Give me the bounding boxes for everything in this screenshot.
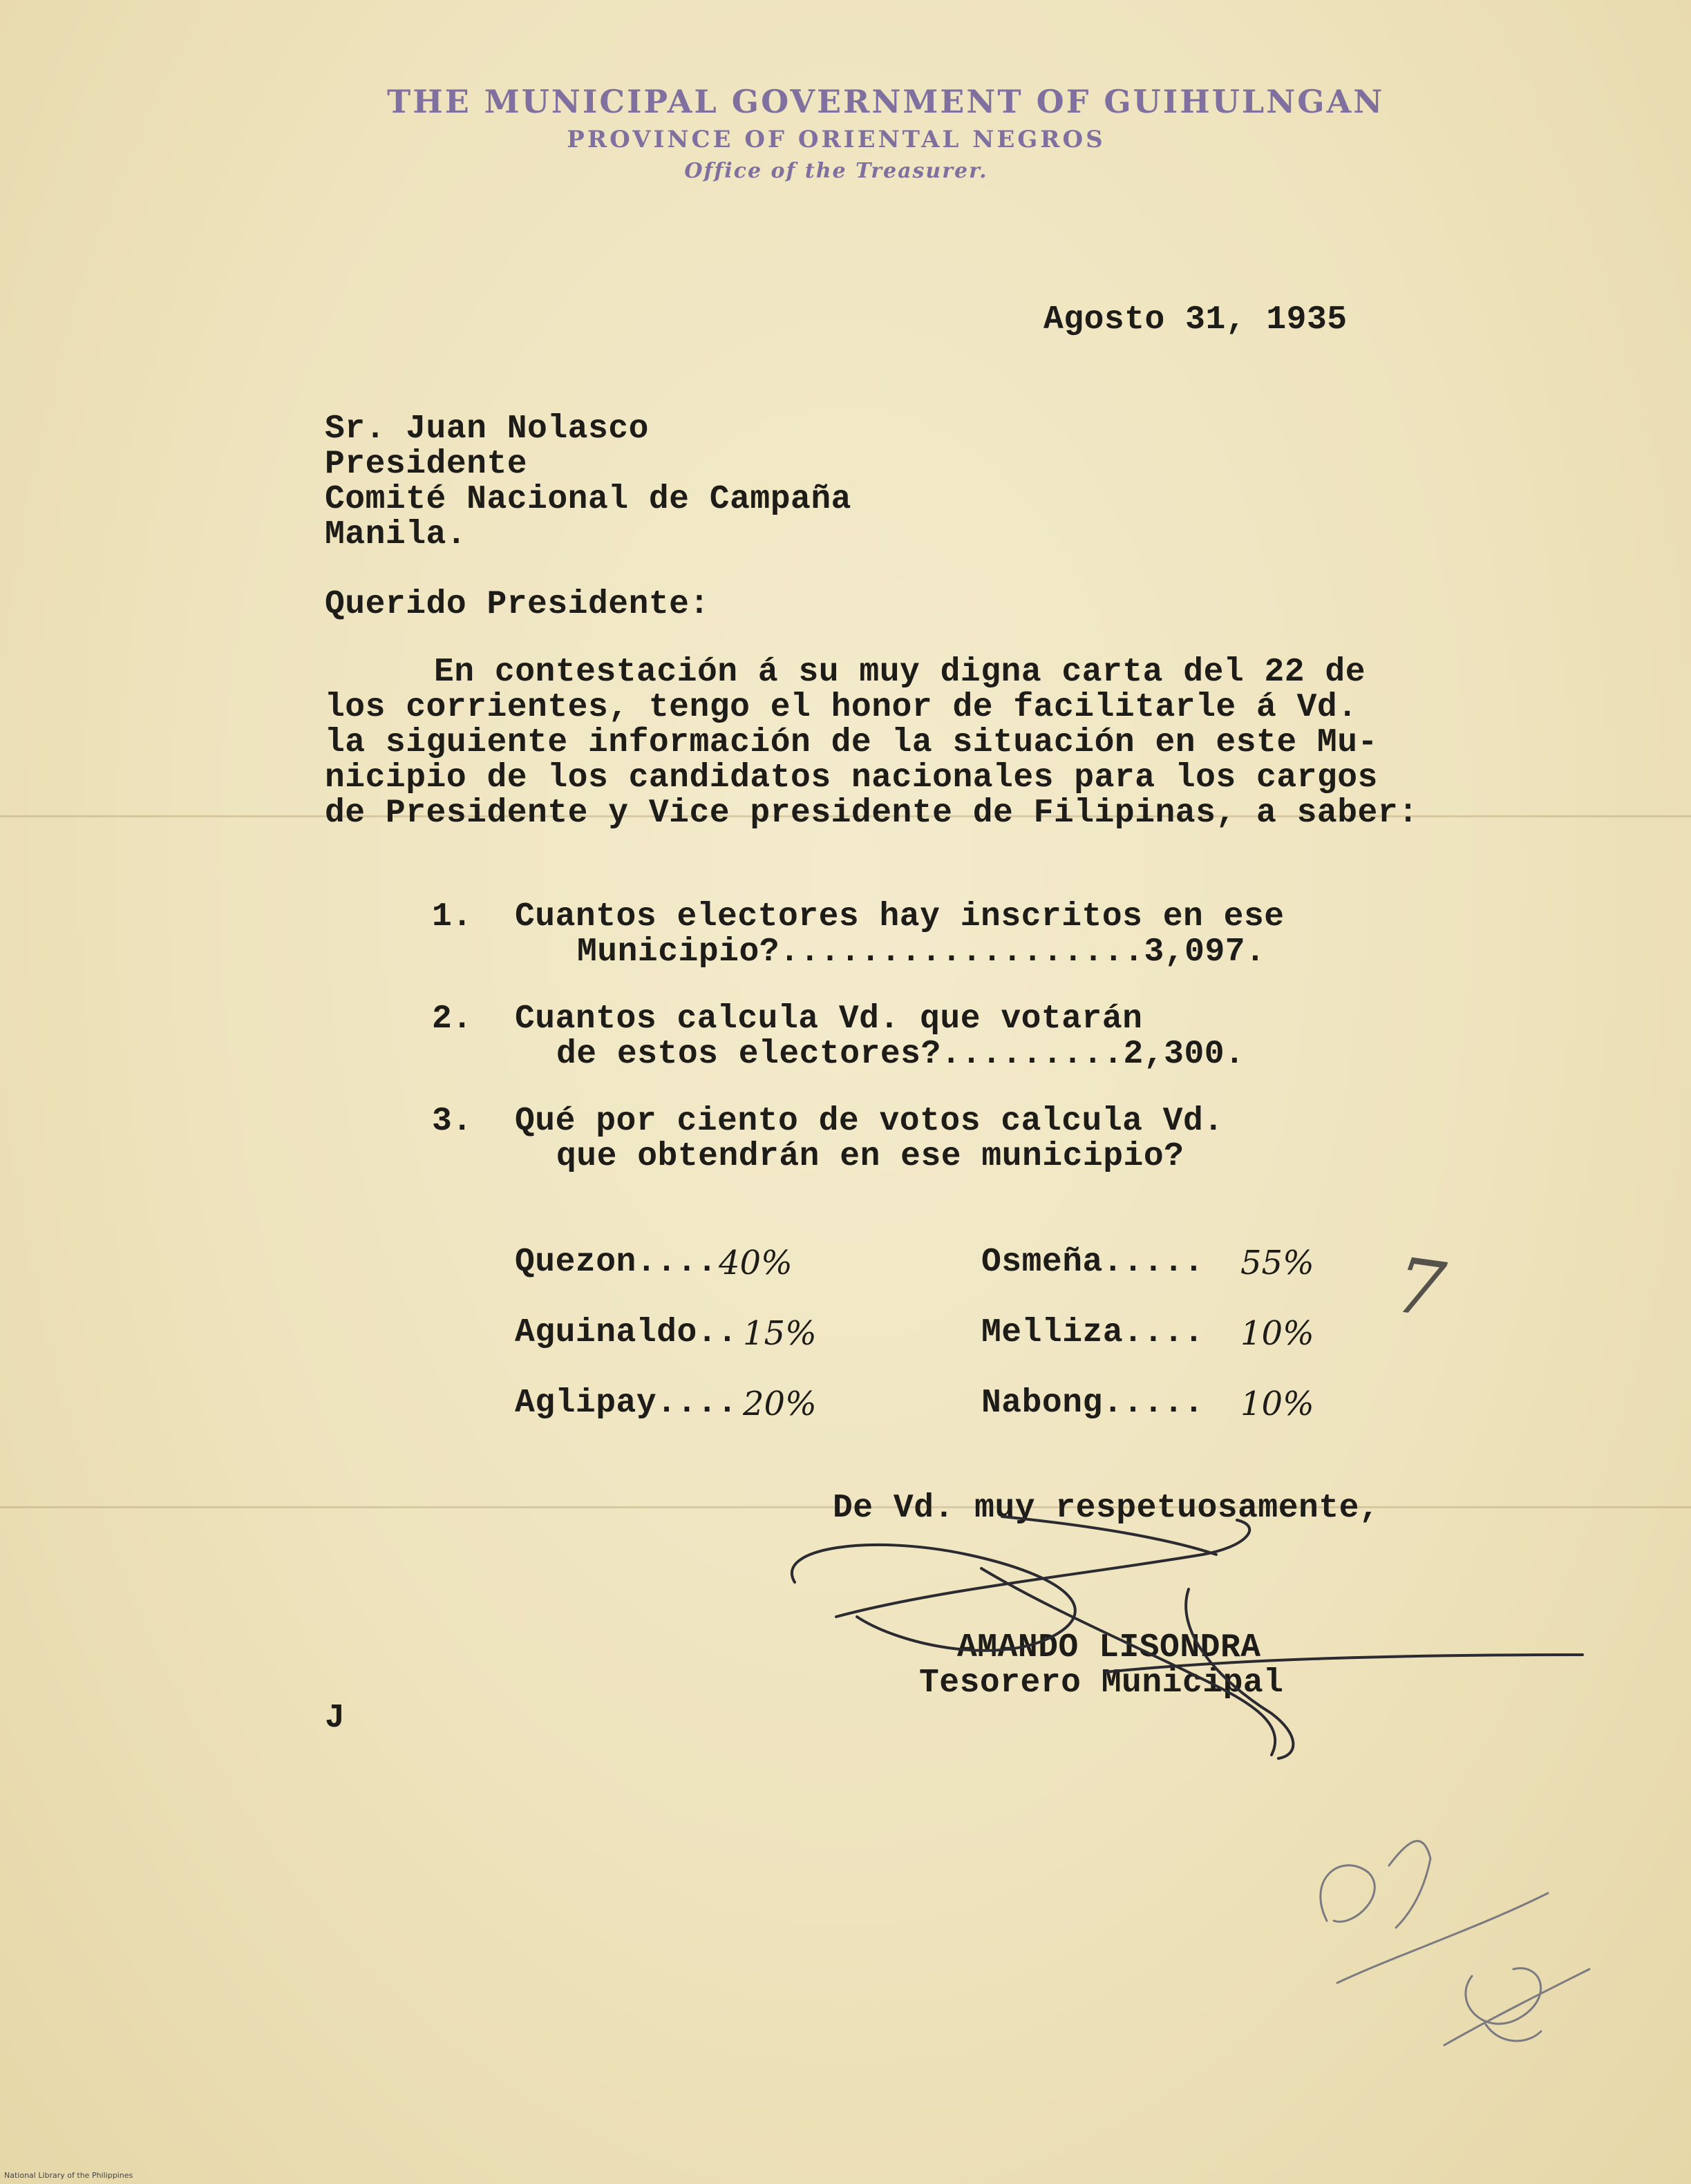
candidate-label: Aglipay.... <box>515 1385 738 1422</box>
candidate-percent: 10% <box>1240 1314 1314 1353</box>
candidate-label: Osmeña..... <box>981 1244 1205 1281</box>
margin-note: 7 <box>1390 1240 1451 1336</box>
letter-date: Agosto 31, 1935 <box>1043 301 1348 339</box>
body-line: nicipio de los candidatos nacionales para los cargos <box>325 759 1378 797</box>
question-number: 2. <box>432 1000 473 1038</box>
signer-name: AMANDO LISONDRA <box>957 1629 1261 1667</box>
candidate-percent: 40% <box>719 1244 793 1282</box>
candidate-label: Nabong..... <box>981 1385 1205 1422</box>
letterhead-line3: Office of the Treasurer. <box>684 159 988 183</box>
question-answer: de estos electores?.........2,300. <box>556 1036 1245 1073</box>
question-text: que obtendrán en ese municipio? <box>556 1138 1184 1175</box>
body-line: la siguiente información de la situación en este Mu- <box>325 724 1378 761</box>
question-answer: Municipio?..................3,097. <box>577 933 1266 971</box>
salutation: Querido Presidente: <box>325 586 710 623</box>
candidate-label: Melliza.... <box>981 1314 1205 1351</box>
question-number: 3. <box>432 1103 473 1140</box>
recipient-org: Comité Nacional de Campaña <box>325 481 851 518</box>
letterhead-line2: PROVINCE OF ORIENTAL NEGROS <box>567 126 1106 153</box>
closing: De Vd. muy respetuosamente, <box>833 1490 1380 1527</box>
archive-footer: National Library of the Philippines <box>4 2171 133 2180</box>
recipient-name: Sr. Juan Nolasco <box>325 410 649 448</box>
recipient-title: Presidente <box>325 446 528 483</box>
candidate-label: Aguinaldo.. <box>515 1314 738 1351</box>
candidate-percent: 10% <box>1240 1385 1314 1423</box>
candidate-percent: 20% <box>743 1385 817 1423</box>
body-line: de Presidente y Vice presidente de Filipinas, a saber: <box>325 795 1419 832</box>
question-number: 1. <box>432 898 473 936</box>
body-line: los corrientes, tengo el honor de facilitarle á Vd. <box>325 689 1358 726</box>
typist-initial: J <box>325 1700 346 1737</box>
question-text: Cuantos calcula Vd. que votarán <box>515 1000 1143 1038</box>
candidate-percent: 55% <box>1240 1244 1314 1282</box>
signer-title: Tesorero Municipal <box>919 1664 1284 1702</box>
body-line: En contestación á su muy digna carta del 22 de <box>434 654 1366 691</box>
question-text: Qué por ciento de votos calcula Vd. <box>515 1103 1224 1140</box>
letterhead-line1: THE MUNICIPAL GOVERNMENT OF GUIHULNGAN <box>387 83 1385 120</box>
question-text: Cuantos electores hay inscritos en ese <box>515 898 1285 936</box>
candidate-percent: 15% <box>743 1314 817 1353</box>
recipient-city: Manila. <box>325 516 467 553</box>
candidate-label: Quezon.... <box>515 1244 718 1281</box>
